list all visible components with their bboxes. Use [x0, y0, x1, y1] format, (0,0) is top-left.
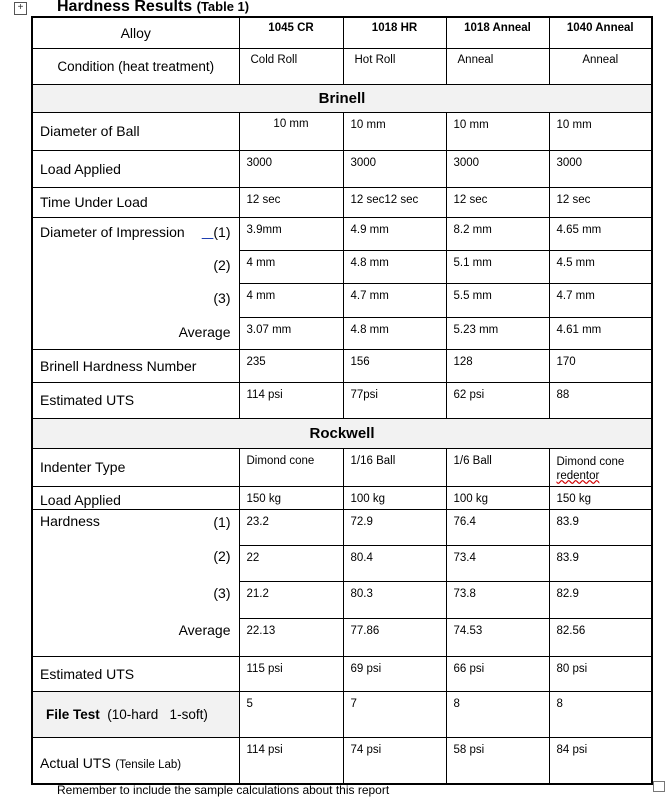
file-test-label: File Test (10-hard 1-soft) [32, 691, 239, 737]
cell-value: 73.8 [446, 581, 549, 618]
cell-value: 100 kg [343, 486, 446, 509]
cell-value: 235 [239, 349, 343, 382]
cell-value: 10 mm [343, 112, 446, 150]
cell-value: 10 mm [239, 112, 343, 150]
table-row [32, 150, 652, 187]
cell-value: 128 [446, 349, 549, 382]
cell-value: 8 [446, 691, 549, 737]
cell-value: 115 psi [239, 656, 343, 691]
cell-value: 114 psi [239, 737, 343, 784]
col-header-alloy-2: 1018 HR [343, 17, 446, 48]
cell-value: 7 [343, 691, 446, 737]
cell-value: 10 mm [549, 112, 652, 150]
cell-value: 21.2 [239, 581, 343, 618]
table-row [32, 656, 652, 691]
cell-value: 12 sec [446, 187, 549, 217]
table-row [32, 509, 652, 545]
col-header-alloy-1: 1045 CR [239, 17, 343, 48]
title-sub: (Table 1) [196, 0, 250, 14]
cell-value: 22 [239, 545, 343, 581]
cell-value: 3000 [239, 150, 343, 187]
cell-value: 4.65 mm [549, 217, 652, 250]
row-label: Brinell Hardness Number [32, 349, 239, 382]
title-main: Hardness Results [57, 0, 193, 15]
impression-tag-average: Average [178, 323, 231, 340]
col-condition-4: Anneal [549, 48, 652, 84]
table-row [32, 418, 652, 448]
table-row [32, 48, 652, 84]
cell-value: 4.7 mm [549, 283, 652, 317]
section-brinell: Brinell [32, 84, 652, 112]
hardness-tag-average: Average [178, 621, 231, 638]
cell-value: 80 psi [549, 656, 652, 691]
row-label: Time Under Load [32, 187, 239, 217]
cell-value: 12 sec [549, 187, 652, 217]
cell-value: 5 [239, 691, 343, 737]
cell-value: 4 mm [239, 283, 343, 317]
cell-value: 84 psi [549, 737, 652, 784]
table-row [32, 84, 652, 112]
margin-marker [653, 781, 665, 792]
spelling-error-word[interactable]: redentor [556, 469, 600, 482]
cell-value: 72.9 [343, 509, 446, 545]
cell-value: Dimond cone redentor [549, 448, 652, 486]
cell-value: 77.86 [343, 618, 446, 656]
cell-value: 150 kg [239, 486, 343, 509]
hardness-label: Hardness [40, 512, 100, 529]
table-row [32, 17, 652, 48]
cell-value: 62 psi [446, 382, 549, 418]
table-row [32, 737, 652, 784]
row-label: Estimated UTS [32, 382, 239, 418]
cell-value: 5.5 mm [446, 283, 549, 317]
section-rockwell: Rockwell [32, 418, 652, 448]
tag-underline-marker [202, 224, 214, 240]
table-row [32, 217, 652, 250]
table-row [32, 382, 652, 418]
condition-label: Condition (heat treatment) [32, 48, 239, 84]
table-row [32, 448, 652, 486]
row-label: Load Applied [32, 150, 239, 187]
hardness-cell [32, 509, 239, 656]
row-label: Load Applied [32, 486, 239, 509]
cell-value: 76.4 [446, 509, 549, 545]
cell-value: 5.1 mm [446, 250, 549, 283]
cell-value: 22.13 [239, 618, 343, 656]
cell-value: 23.2 [239, 509, 343, 545]
cell-value: 66 psi [446, 656, 549, 691]
cell-value: 8.2 mm [446, 217, 549, 250]
cell-value: 83.9 [549, 545, 652, 581]
hardness-tag-2: (2) [213, 547, 231, 564]
cell-value: 156 [343, 349, 446, 382]
cell-value: 4.8 mm [343, 317, 446, 349]
row-label: Indenter Type [32, 448, 239, 486]
cell-value: 4.9 mm [343, 217, 446, 250]
cell-value: 80.3 [343, 581, 446, 618]
cell-value: 74.53 [446, 618, 549, 656]
table-row [32, 187, 652, 217]
cell-value: 4.7 mm [343, 283, 446, 317]
table-row [32, 112, 652, 150]
col-condition-2: Hot Roll [343, 48, 446, 84]
cell-value: 58 psi [446, 737, 549, 784]
cell-value: 1/6 Ball [446, 448, 549, 486]
col-header-alloy-3: 1018 Anneal [446, 17, 549, 48]
cell-value: 88 [549, 382, 652, 418]
cell-value: 77psi [343, 382, 446, 418]
cell-value: 3000 [446, 150, 549, 187]
actual-uts-label: Actual UTS (Tensile Lab) [32, 737, 239, 784]
cell-value: 80.4 [343, 545, 446, 581]
impression-tag-2: (2) [213, 256, 231, 273]
table-row [32, 486, 652, 509]
cell-value: 83.9 [549, 509, 652, 545]
page-title [57, 0, 249, 16]
footer-note: Remember to include the sample calculations about this report [57, 783, 390, 797]
cell-value: 4.8 mm [343, 250, 446, 283]
row-label: Diameter of Ball [32, 112, 239, 150]
cell-value: 4.61 mm [549, 317, 652, 349]
cell-value: 100 kg [446, 486, 549, 509]
cell-value: 170 [549, 349, 652, 382]
hardness-tag-3: (3) [213, 584, 231, 601]
cell-value: 4 mm [239, 250, 343, 283]
hardness-tag-1: (1) [213, 513, 231, 530]
cell-value: 8 [549, 691, 652, 737]
cell-value: 69 psi [343, 656, 446, 691]
col-header-alloy-4: 1040 Anneal [549, 17, 652, 48]
cell-value: 12 sec12 sec [343, 187, 446, 217]
alloy-label: Alloy [32, 17, 239, 48]
impression-label: Diameter of Impression [40, 223, 185, 240]
cell-value: 82.56 [549, 618, 652, 656]
impression-tag-3: (3) [213, 289, 231, 306]
col-condition-3: Anneal [446, 48, 549, 84]
cell-value: 3000 [343, 150, 446, 187]
cell-value: 3.07 mm [239, 317, 343, 349]
cell-value: 3.9mm [239, 217, 343, 250]
cell-value: 3000 [549, 150, 652, 187]
cell-value: 4.5 mm [549, 250, 652, 283]
cell-value: 73.4 [446, 545, 549, 581]
cell-value: Dimond cone [239, 448, 343, 486]
impression-tag-1: (1) [202, 224, 231, 240]
impression-cell [32, 217, 239, 349]
cell-value: 12 sec [239, 187, 343, 217]
table-row [32, 349, 652, 382]
cell-value: 10 mm [446, 112, 549, 150]
table-move-handle-icon[interactable]: + [14, 2, 27, 15]
cell-value: 1/16 Ball [343, 448, 446, 486]
col-condition-1: Cold Roll [239, 48, 343, 84]
table-row [32, 691, 652, 737]
cell-value: 114 psi [239, 382, 343, 418]
cell-value: 5.23 mm [446, 317, 549, 349]
cell-value: 150 kg [549, 486, 652, 509]
row-label: Estimated UTS [32, 656, 239, 691]
hardness-table [31, 16, 653, 785]
cell-value: 74 psi [343, 737, 446, 784]
cell-value: 82.9 [549, 581, 652, 618]
